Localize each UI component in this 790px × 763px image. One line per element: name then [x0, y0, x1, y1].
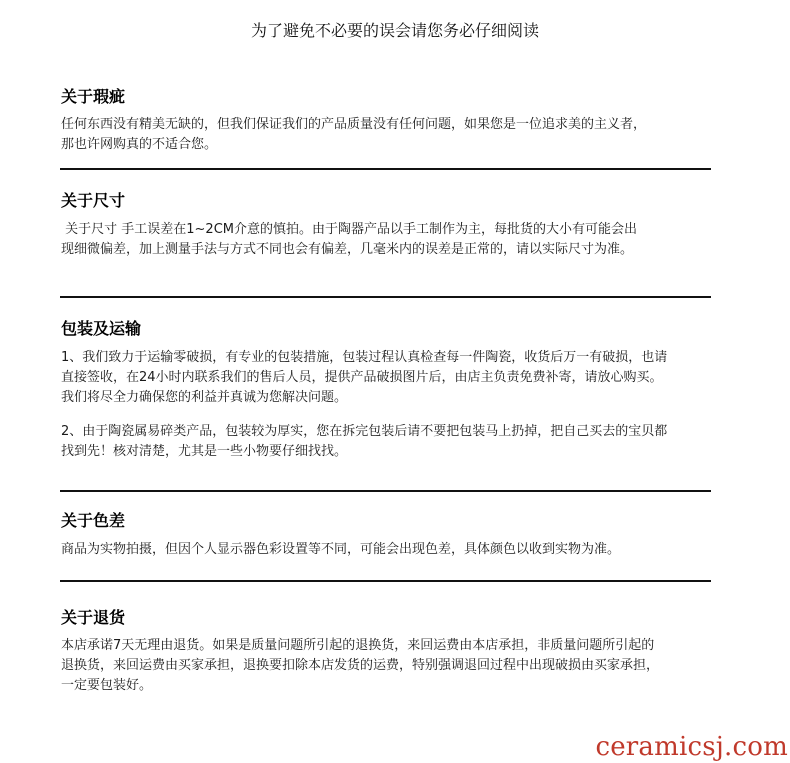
section-flaws	[61, 86, 721, 155]
section-heading-color: 关于色差	[61, 511, 126, 530]
section-body-returns	[61, 636, 721, 696]
section-body-shipping	[61, 348, 721, 462]
section-divider	[60, 490, 711, 492]
paragraph-line: 2、由于陶瓷属易碎类产品，包装较为厚实，您在拆完包装后请不要把包装马上扔掉，把自己买去的宝贝都	[61, 424, 668, 439]
section-heading-returns: 关于退货	[61, 608, 126, 627]
paragraph-line: 那也许网购真的不适合您。	[61, 137, 218, 152]
watermark-text: ceramicsj.com	[595, 732, 788, 762]
paragraph-line: 1、我们致力于运输零破损，有专业的包装措施，包装过程认真检查每一件陶瓷，收货后万一有破损，也请	[61, 350, 668, 365]
section-returns	[61, 607, 721, 696]
section-shipping	[61, 318, 721, 462]
paragraph-line: 找到先！核对清楚，尤其是一些小物要仔细找找。	[61, 444, 348, 459]
section-divider	[60, 296, 711, 298]
page-title: 为了避免不必要的误会请您务必仔细阅读	[250, 21, 539, 40]
paragraph-line: 本店承诺7天无理由退货。如果是质量问题所引起的退换货，来回运费由本店承担，非质量问题所引起的	[61, 638, 655, 653]
paragraph-line: 商品为实物拍摄，但因个人显示器色彩设置等不同，可能会出现色差，具体颜色以收到实物为准。	[61, 542, 621, 557]
section-size	[61, 190, 721, 260]
section-body-color	[61, 540, 721, 560]
paragraph-line: 一定要包装好。	[61, 678, 153, 693]
paragraph-line: 直接签收，在24小时内联系我们的售后人员，提供产品破损图片后，由店主负责免费补寄，请放心购买。	[61, 370, 663, 385]
section-divider	[60, 168, 711, 170]
section-heading-shipping: 包装及运输	[61, 319, 142, 338]
section-divider	[60, 580, 711, 582]
paragraph-line: 现细微偏差，加上测量手法与方式不同也会有偏差，几毫米内的误差是正常的，请以实际尺寸为准。	[61, 242, 634, 257]
section-heading-size: 关于尺寸	[61, 191, 126, 210]
paragraph-line: 我们将尽全力确保您的利益并真诚为您解决问题。	[61, 390, 348, 405]
section-body-size	[61, 220, 721, 260]
paragraph-line: 退换货，来回运费由买家承担，退换要扣除本店发货的运费，特别强调退回过程中出现破损由买家承担，	[61, 658, 660, 673]
section-color	[61, 510, 721, 560]
section-heading-flaws: 关于瑕疵	[61, 87, 126, 106]
paragraph-line: 关于尺寸 手工误差在1~2CM介意的慎拍。由于陶器产品以手工制作为主，每批货的大小有可能会出	[61, 222, 637, 237]
section-body-flaws	[61, 115, 721, 155]
paragraph-line: 任何东西没有精美无缺的，但我们保证我们的产品质量没有任何问题，如果您是一位追求美的主义者，	[61, 117, 647, 132]
